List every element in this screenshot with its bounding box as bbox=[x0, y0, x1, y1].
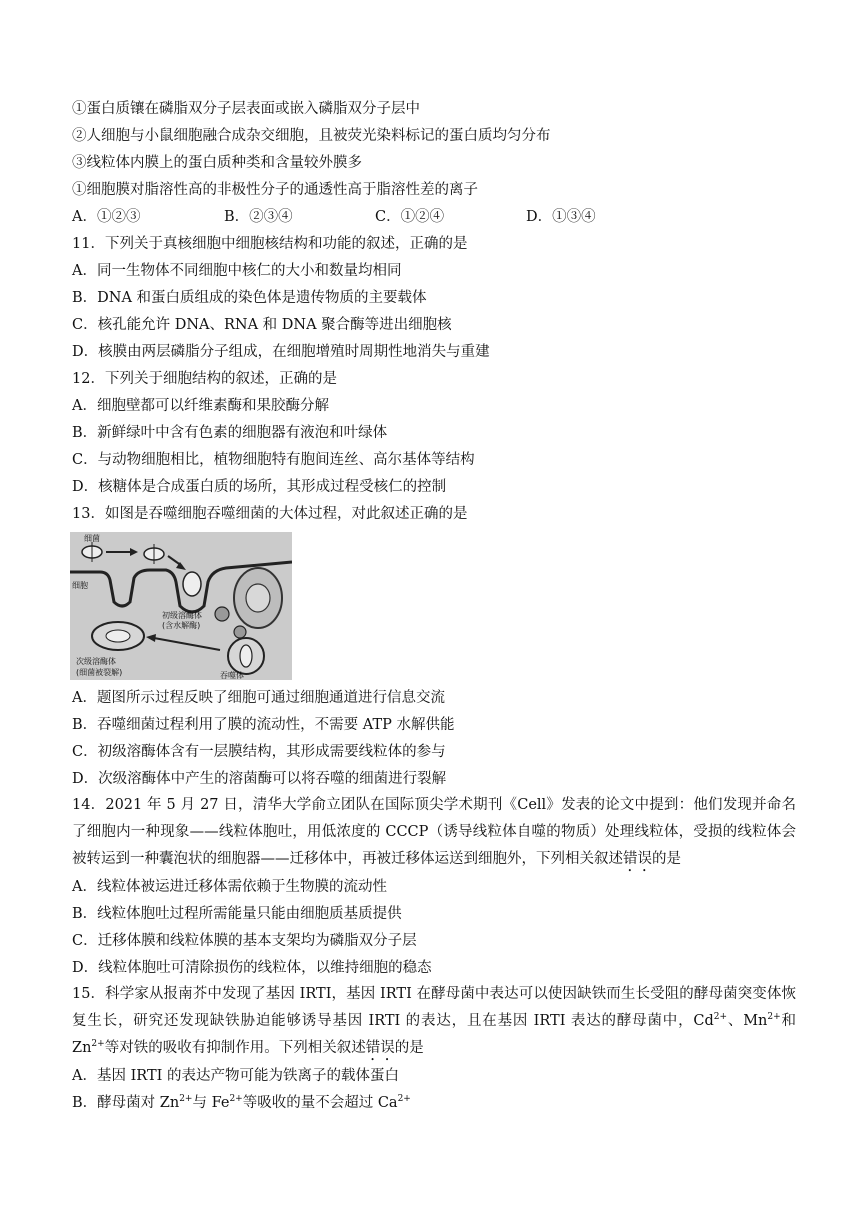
phagocytosis-diagram bbox=[70, 532, 292, 680]
q14-option-b: B．线粒体胞吐过程所需能量只能由细胞质基质提供 bbox=[72, 906, 402, 922]
q12-option-a: A．细胞壁都可以纤维素酶和果胶酶分解 bbox=[72, 398, 329, 414]
q14-option-d: D．线粒体胞吐可清除损伤的线粒体，以维持细胞的稳态 bbox=[72, 960, 432, 976]
q13-option-d: D．次级溶酶体中产生的溶菌酶可以将吞噬的细菌进行裂解 bbox=[72, 771, 447, 787]
q12-option-d: D．核糖体是合成蛋白质的场所，其形成过程受核仁的控制 bbox=[72, 479, 447, 495]
q12-option-c: C．与动物细胞相比，植物细胞特有胞间连丝、高尔基体等结构 bbox=[72, 452, 475, 468]
q15-stem-sup-1: 2+ bbox=[713, 1012, 728, 1023]
bacterium-3 bbox=[183, 572, 201, 596]
q15-option-b-sup-3: 2+ bbox=[397, 1094, 411, 1105]
q10-statement-4: ①细胞膜对脂溶性高的非极性分子的通透性高于脂溶性差的离子 bbox=[72, 182, 478, 198]
q10-option-c: C．①②④ bbox=[375, 209, 445, 225]
q15-option-a: A．基因 IRTI 的表达产物可能为铁离子的载体蛋白 bbox=[72, 1068, 399, 1084]
q11-option-b: B．DNA 和蛋白质组成的染色体是遗传物质的主要载体 bbox=[72, 290, 427, 306]
q14-stem-end: 的是 bbox=[652, 851, 681, 867]
label-primary-lysosome-note: (含水解酶) bbox=[162, 621, 201, 630]
q12-stem: 12．下列关于细胞结构的叙述，正确的是 bbox=[72, 371, 337, 387]
q15-option-b-text-1: B．酵母菌对 Zn bbox=[72, 1095, 180, 1111]
q15-option-b-sup-1: 2+ bbox=[179, 1094, 193, 1105]
q14-stem-emphasis: 错误 bbox=[623, 851, 652, 867]
q15-option-b-text-2: 与 Fe bbox=[192, 1095, 230, 1111]
q14-stem bbox=[72, 792, 796, 875]
q10-option-a: A．①②③ bbox=[72, 209, 141, 225]
q12-option-b: B．新鲜绿叶中含有色素的细胞器有液泡和叶绿体 bbox=[72, 425, 388, 441]
q14-stem-text: 14．2021 年 5 月 27 日，清华大学俞立团队在国际顶尖学术期刊《Cell》发表的论文中提到：他们发现并命名了细胞内一种现象——线粒体胞吐，用低浓度的 CCCP（诱导线粒体自噬的物质）处理线粒体，受损的线粒体会被转运到一种囊泡状的细胞器——迁移体中，再被迁移体运送到细胞外，下列相关叙述 bbox=[72, 797, 796, 867]
q13-option-b: B．吞噬细菌过程利用了膜的流动性，不需要 ATP 水解供能 bbox=[72, 717, 455, 733]
q15-stem-text-4: 等对铁的吸收有抑制作用。下列相关叙述 bbox=[104, 1040, 366, 1056]
label-secondary-lysosome-note: (细菌被裂解) bbox=[76, 668, 123, 677]
label-secondary-lysosome: 次级溶酶体 bbox=[76, 657, 116, 666]
q10-option-d: D．①③④ bbox=[526, 209, 596, 225]
label-phagosome: 吞噬体 bbox=[220, 671, 244, 680]
q14-option-c: C．迁移体膜和线粒体膜的基本支架均为磷脂双分子层 bbox=[72, 933, 417, 949]
q13-stem: 13．如图是吞噬细胞吞噬细菌的大体过程，对此叙述正确的是 bbox=[72, 506, 468, 522]
phagosome bbox=[228, 638, 264, 674]
q13-option-a: A．题图所示过程反映了细胞可通过细胞通道进行信息交流 bbox=[72, 690, 445, 706]
phagocytosis-figure bbox=[70, 532, 292, 680]
q10-statement-2: ②人细胞与小鼠细胞融合成杂交细胞，且被荧光染料标记的蛋白质均匀分布 bbox=[72, 128, 551, 144]
q15-option-b-sup-2: 2+ bbox=[229, 1094, 243, 1105]
secondary-lysosome bbox=[92, 622, 144, 650]
q11-option-d: D．核膜由两层磷脂分子组成，在细胞增殖时周期性地消失与重建 bbox=[72, 344, 490, 360]
q15-stem-text-1: 15．科学家从报南芥中发现了基因 IRTI，基因 IRTI 在酵母菌中表达可以使因缺铁而生长受阻的酵母菌突变体恢复生长，研究还发现缺铁胁迫能够诱导基因 IRTI 的表达，且在基因 IRTI 表达的酵母菌中，Cd bbox=[72, 986, 796, 1029]
q15-option-b-text-3: 等吸收的量不会超过 Ca bbox=[242, 1095, 398, 1111]
q10-statement-3: ③线粒体内膜上的蛋白质种类和含量较外膜多 bbox=[72, 155, 362, 171]
q11-stem: 11．下列关于真核细胞中细胞核结构和功能的叙述，正确的是 bbox=[72, 236, 468, 252]
q15-stem-emphasis: 错误 bbox=[365, 1040, 395, 1056]
label-bacteria: 细菌 bbox=[84, 534, 100, 543]
label-membrane: 细胞 bbox=[72, 581, 88, 590]
q15-option-b bbox=[72, 1093, 411, 1113]
q14-option-a: A．线粒体被运进迁移体需依赖于生物膜的流动性 bbox=[72, 879, 387, 895]
q15-stem-sup-2: 2+ bbox=[767, 1012, 781, 1023]
q15-stem bbox=[72, 981, 796, 1064]
q11-option-a: A．同一生物体不同细胞中核仁的大小和数量均相同 bbox=[72, 263, 402, 279]
q15-stem-end: 的是 bbox=[394, 1040, 424, 1056]
q15-stem-sup-3: 2+ bbox=[91, 1039, 105, 1050]
q15-stem-text-2: 、Mn bbox=[727, 1013, 768, 1029]
q10-statement-1: ①蛋白质镶在磷脂双分子层表面或嵌入磷脂双分子层中 bbox=[72, 101, 420, 117]
q15-stem-text-3: 和 Zn bbox=[72, 1013, 797, 1056]
q10-option-b: B．②③④ bbox=[224, 209, 293, 225]
q10-options bbox=[72, 207, 772, 227]
q11-option-c: C．核孔能允许 DNA、RNA 和 DNA 聚合酶等进出细胞核 bbox=[72, 317, 452, 333]
q13-option-c: C．初级溶酶体含有一层膜结构，其形成需要线粒体的参与 bbox=[72, 744, 446, 760]
label-primary-lysosome: 初级溶酶体 bbox=[162, 611, 202, 620]
